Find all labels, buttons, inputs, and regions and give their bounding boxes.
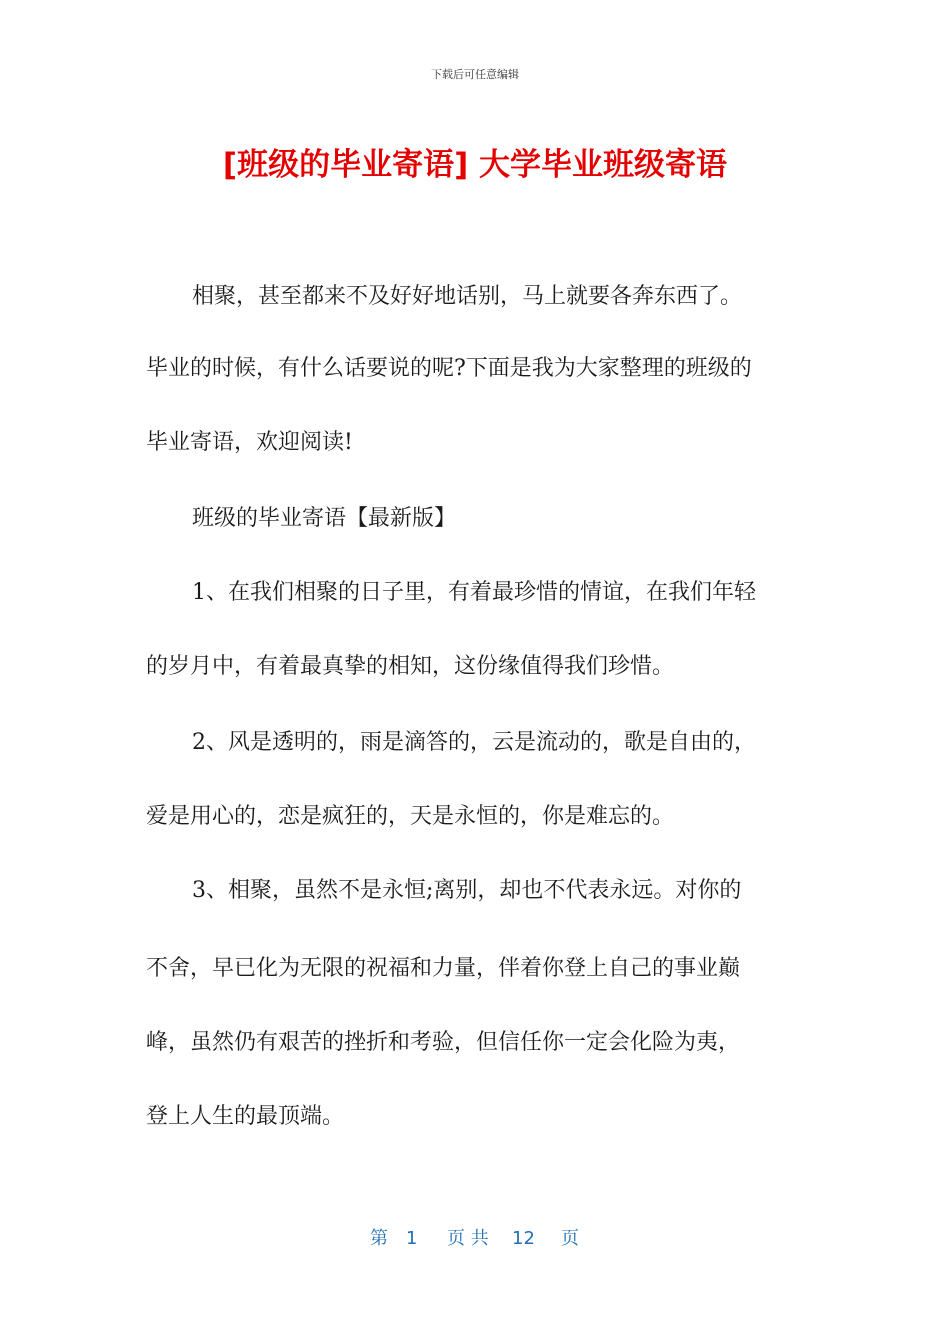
footer-page-number: 1 [406, 1228, 418, 1249]
paragraph-line: 爱是用心的，恋是疯狂的，天是永恒的，你是难忘的。 [146, 804, 675, 829]
footer-ye-gong: 页 共 [447, 1228, 489, 1249]
document-title: [班级的毕业寄语] 大学毕业班级寄语 [222, 147, 728, 183]
paragraph-line: 3、相聚，虽然不是永恒;离别，却也不代表永远。对你的 [192, 878, 742, 903]
paragraph-line: 的岁月中，有着最真挚的相知，这份缘值得我们珍惜。 [146, 654, 675, 679]
paragraph-line: 毕业寄语，欢迎阅读! [146, 430, 353, 455]
footer-di: 第 [370, 1228, 388, 1249]
paragraph-line: 不舍，早已化为无限的祝福和力量，伴着你登上自己的事业巅 [146, 956, 741, 981]
paragraph-line: 相聚，甚至都来不及好好地话别，马上就要各奔东西了。 [192, 284, 743, 309]
paragraph-line: 登上人生的最顶端。 [146, 1104, 345, 1129]
paragraph-line: 2、风是透明的，雨是滴答的，云是流动的，歌是自由的， [192, 730, 756, 755]
header-note: 下载后可任意编辑 [431, 68, 519, 81]
section-heading: 班级的毕业寄语【最新版】 [192, 506, 457, 531]
paragraph-line: 1、在我们相聚的日子里，有着最珍惜的情谊，在我们年轻 [192, 580, 756, 605]
paragraph-line: 峰，虽然仍有艰苦的挫折和考验，但信任你一定会化险为夷， [146, 1030, 741, 1055]
paragraph-line: 毕业的时候，有什么话要说的呢?下面是我为大家整理的班级的 [146, 356, 752, 381]
footer-ye: 页 [561, 1228, 579, 1249]
footer-total-pages: 12 [512, 1228, 535, 1249]
